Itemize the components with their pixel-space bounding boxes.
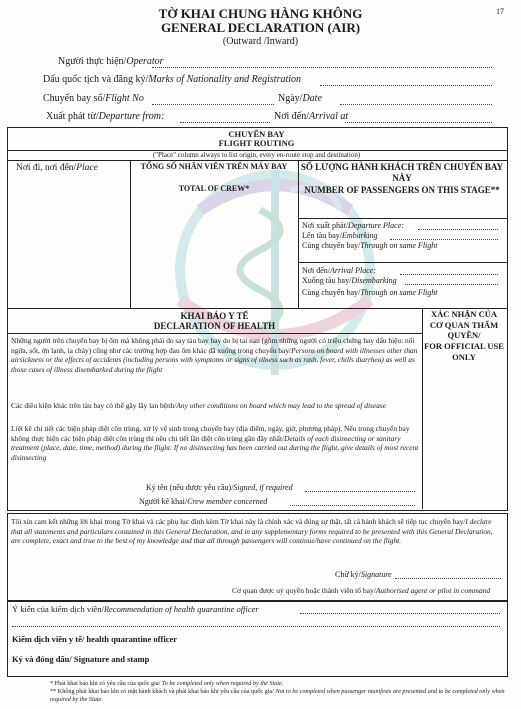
arrival-place-field[interactable]	[400, 274, 498, 275]
health-heading-en: DECLARATION OF HEALTH	[153, 321, 276, 331]
departure-place-field[interactable]	[418, 229, 498, 230]
health-para-conditions: Các điều kiện khác trên tàu bay có thể gây lây lan bệnh/Any other conditions on board which may lead to the spread of disease	[11, 401, 387, 410]
recommendation-field-2[interactable]	[12, 626, 500, 627]
health-para-disinsecting: Liệt kê chi tiết các biện pháp diệt côn trùng, xử lý vệ sinh trong chuyến bay (địa điểm, ngày, giờ, phương pháp). Nếu trong chuyến bay không thực hiện các biện pháp diệt côn trùng thì nêu chi tiết lần diệt côn trùng gần đây nhất/Details of each disinsecting or sanitary treatment (place, date, time, method) during the flight. If no disinsecting has been carried out during the flight, give details of most recent disinsecting	[11, 424, 419, 462]
page-number: 17	[496, 7, 504, 16]
departure-place-row: Nơi xuất phát/Departure Place:	[302, 221, 404, 230]
signature-stamp-label: Ký và đóng dấu/ Signature and stamp	[12, 654, 150, 664]
col-pax-header-vi: SỐ LƯỢNG HÀNH KHÁCH TRÊN CHUYẾN BAY NÀY	[300, 162, 504, 183]
col-crew-header-en: TOTAL OF CREW*	[178, 184, 250, 193]
routing-note: ("Place" column always to list origin, every en-route stop and destination)	[152, 151, 361, 159]
embarking-field[interactable]	[390, 239, 498, 240]
official-use-en: FOR OFFICIAL USE ONLY	[424, 341, 504, 362]
arrival-place-row: Nơi đến/Arrival Place:	[302, 266, 376, 275]
operator-field[interactable]	[152, 67, 492, 68]
routing-heading-en: FLIGHT ROUTING	[218, 138, 295, 148]
crew-member-field[interactable]	[290, 505, 415, 506]
through-row-2: Cùng chuyến bay/Through on same Flight	[302, 288, 438, 297]
through-row-1: Cùng chuyến bay/Through on same Flight	[302, 241, 438, 250]
operator-label: Người thực hiện/Operator	[58, 56, 164, 67]
title-en: GENERAL DECLARATION (AIR)	[160, 20, 361, 35]
departure-label: Xuất phát từ/Departure from:	[46, 111, 165, 122]
date-label: Ngày/Date	[278, 93, 322, 104]
signed-field[interactable]	[305, 491, 415, 492]
signature-field[interactable]	[395, 578, 501, 579]
title-vi: TỜ KHAI CHUNG HÀNG KHÔNG	[158, 6, 363, 21]
col-crew-header-vi: TỔNG SỐ NHÂN VIÊN TRÊN MÁY BAY	[140, 162, 288, 171]
arrival-field[interactable]	[345, 122, 492, 123]
recommendation-field-1[interactable]	[300, 613, 500, 614]
disembarking-field[interactable]	[405, 284, 498, 285]
declaration-text: Tôi xin cam kết những lời khai trong Tờ khai và các phụ lục đính kèm Tờ khai này là chính xác và đúng sự thật, tất cả hành khách sẽ tiếp tục chuyến bay/I declare that all statements and particulars contained in this General Declaration, and in any supplementary forms required to be presented with this General Declaration, are complete, exact and true to the best of my knowledge and that all through passengers will continue/have continued on the flight.	[11, 517, 493, 546]
authorised-agent-label: Cơ quan được uỷ quyền hoặc thành viên tổ bay/Authorised agent or pilot in command	[232, 586, 491, 595]
official-use-vi: XÁC NHẬN CỦA CƠ QUAN THẨM QUYỀN/	[429, 309, 499, 340]
routing-heading-vi: CHUYẾN BAY	[228, 129, 285, 139]
quarantine-officer-label: Kiểm dịch viên y tế/ health quarantine officer	[12, 634, 178, 644]
footnote-2: ** Không phải khai báo khi có mặt hành khách và phải khai báo khi yêu cầu của quốc gia/ Not to be completed when passenger manifests are presented and to be completed only when required by the State.	[50, 688, 505, 703]
footnote-1: * Phải khai báo khi có yêu cầu của quốc gia/ To be completed only when required by the State.	[50, 680, 284, 687]
subtitle: (Outward /Inward)	[222, 36, 299, 47]
disembarking-row: Xuống tàu bay/Disembarking	[302, 276, 397, 285]
health-heading-vi: KHAI BÁO Y TẾ	[180, 311, 249, 321]
marks-label: Dấu quốc tịch và đăng ký/Marks of Nationality and Registration	[43, 74, 302, 85]
embarking-row: Lên tàu bay/Embarking	[302, 231, 378, 240]
col-place-header: Nơi đi, nơi đến/Place	[16, 163, 98, 173]
marks-field[interactable]	[320, 85, 492, 86]
col-pax-header-en: NUMBER OF PASSENGERS ON THIS STAGE**	[304, 185, 500, 195]
date-field[interactable]	[340, 104, 492, 105]
departure-field[interactable]	[180, 122, 270, 123]
crew-member-label: Người kê khai/Crew member concerned	[139, 497, 268, 506]
flight-field[interactable]	[152, 104, 274, 105]
arrival-label: Nơi đến/Arrival at	[274, 111, 349, 122]
signature-label: Chữ ký/Signature	[335, 570, 392, 579]
recommendation-label: Ý kiến của kiểm dịch viên/Recommendation of health quarantine officer	[12, 604, 259, 614]
flight-label: Chuyến bay số/Flight No	[43, 93, 144, 104]
signed-label: Ký tên (nếu được yêu cầu)/Signed, if required	[146, 483, 293, 492]
health-para-illness: Những người trên chuyến bay bị ốm mà không phải do say tàu bay hay do bị tai nạn (gồm những người có triệu chứng hay dấu hiệu: nổi ngứa, sốt, ớn lạnh, ỉa chảy) cũng như các trường hợp đau ốm khác đã xuống trong chuyến bay/Persons on board with illnesses other than airsickness or the effects of accidents (including persons with symptoms or signs of illness such as rash, fever, chills diarrhea) as well as those cases of illness disembarked during the flight	[11, 336, 418, 374]
